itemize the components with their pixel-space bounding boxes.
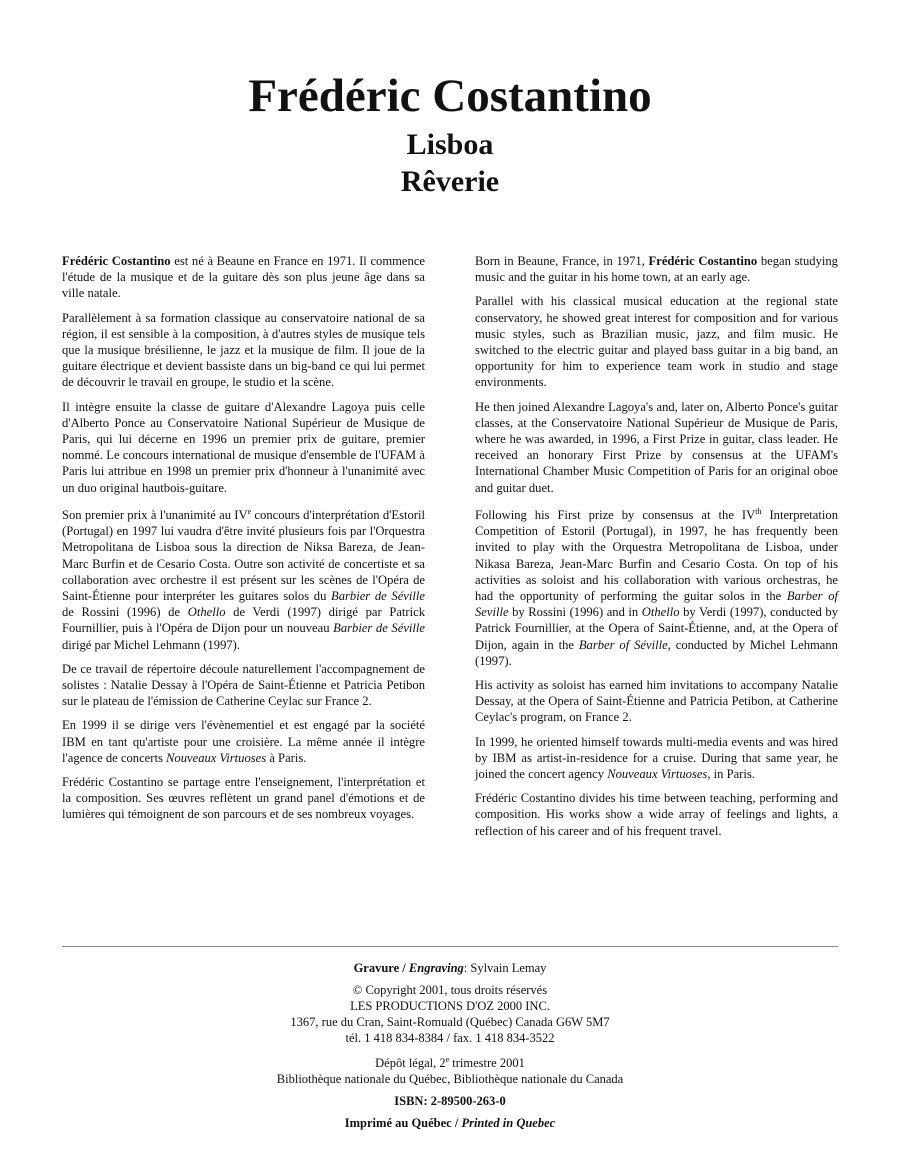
piece-title-lisboa: Lisboa xyxy=(406,128,494,161)
en-p6-agency: Nouveaux Virtuoses xyxy=(607,767,708,782)
en-paragraph-4 xyxy=(475,504,838,669)
printed-in xyxy=(0,1115,900,1131)
en-p4-a: Following his First prize by consensus at the IV xyxy=(475,508,756,523)
fr-p4-e: dirigé par Michel Lehmann (1997). xyxy=(62,637,241,652)
fr-p4-barbier-2: Barbier de Séville xyxy=(333,621,425,636)
fr-p4-d: de Verdi (1997) dirigé par Patrick Fournillier, puis à l'Opéra de Dijon pour un nouveau xyxy=(62,605,425,636)
en-p6-b: , in Paris. xyxy=(707,767,755,782)
en-composer-name: Frédéric Costantino xyxy=(648,254,758,268)
en-paragraph-3: He then joined Alexandre Lagoya's and, later on, Alberto Ponce's guitar classes, at the Conservatoire National Supérieur de Musique de Paris, where he was awarded, in 1996, a First Prize in guitar, class leader. He received an honorary First Prize by consensus at the UFAM's International Chamber Music Competition of Paris for an original oboe and guitar duet. xyxy=(475,399,838,495)
publisher-phone: tél. 1 418 834-8384 / fax. 1 418 834-3522 xyxy=(345,1031,555,1045)
fr-p4-othello: Othello xyxy=(187,605,226,620)
engraving-label: Engraving xyxy=(408,961,464,975)
fr-paragraph-5: De ce travail de répertoire découle naturellement l'accompagnement de solistes : Natalie Dessay à l'Opéra de Saint-Étienne et Patricia Petibon sur le plateau de l'émission de Catherine Ceylac sur France 2. xyxy=(62,661,425,709)
fr-composer-name: Frédéric Costantino xyxy=(62,254,171,268)
biography-french-column xyxy=(62,253,425,831)
engraving-credit xyxy=(0,960,900,976)
en-paragraph-6 xyxy=(475,734,838,783)
fr-paragraph-6 xyxy=(62,717,425,766)
en-p4-e: , conducted by Michel Lehmann (1997). xyxy=(475,637,838,668)
fr-p4-sup: e xyxy=(247,506,252,516)
en-p4-barber-2: Barber of Séville xyxy=(578,637,668,652)
en-paragraph-7: Frédéric Costantino divides his time between teaching, performing and composition. His works show a wide array of feelings and lights, a reflection of his career and of his frequent travel. xyxy=(475,791,838,838)
biography-english-column xyxy=(475,253,838,847)
copyright-line: © Copyright 2001, tous droits réservés xyxy=(352,983,548,997)
national-libraries: Bibliothèque nationale du Québec, Bibliothèque nationale du Canada xyxy=(276,1072,624,1087)
depot-sup: e xyxy=(445,1055,450,1064)
publisher-address: 1367, rue du Cran, Saint-Romuald (Québec) Canada G6W 5M7 xyxy=(290,1015,610,1029)
en-p4-c: by Rossini (1996) and in xyxy=(508,605,642,620)
depot-b: trimestre 2001 xyxy=(449,1056,525,1071)
isbn: ISBN: 2-89500-263-0 xyxy=(394,1094,506,1109)
fr-p6-b: à Paris. xyxy=(266,750,307,765)
en-p1-a: Born in Beaune, France, in 1971, xyxy=(475,254,649,268)
fr-paragraph-4 xyxy=(62,504,425,653)
fr-p6-agency: Nouveaux Virtuoses xyxy=(166,750,267,765)
en-paragraph-2: Parallel with his classical musical education at the regional state conservatory, he showed great interest for composition and for various music styles, such as Brazilian music, jazz, and film music. He switched to the electric guitar and played bass guitar in a big band, an opportunity for him to experience team work in studio and stage environments. xyxy=(475,294,838,390)
depot-a: Dépôt légal, 2 xyxy=(375,1056,446,1071)
colophon xyxy=(0,960,900,1131)
piece-title-reverie: Rêverie xyxy=(400,165,500,198)
fr-paragraph-7: Frédéric Costantino se partage entre l'enseignement, l'interprétation et la composition. Ses œuvres reflètent un grand panel d'émotions et de lumières qui témoignent de son parcours et de ses nombreux voyages. xyxy=(62,775,425,822)
printed-fr: Imprimé au Québec / xyxy=(344,1116,462,1131)
fr-p4-c: de Rossini (1996) de xyxy=(62,605,188,620)
fr-paragraph-2: Parallèlement à sa formation classique au conservatoire national de sa région, il est sensible à la composition, à d'autres styles de musique tels que la musique brésilienne, le jazz et la musique de film. Il joue de la guitare électrique et devient bassiste dans un big-band ce qui lui permet de découvrir le travail en groupe, le studio et la scène. xyxy=(62,310,425,390)
composer-name: Frédéric Costantino xyxy=(248,70,652,122)
fr-p6-a: En 1999 il se dirige vers l'évènementiel et est engagé par la société IBM en tant qu'artiste pour une croisière. La même année il intègre l'agence de concerts xyxy=(62,718,425,765)
fr-p4-barbier-1: Barbier de Séville xyxy=(331,589,425,604)
fr-p4-a: Son premier prix à l'unanimité au IV xyxy=(62,508,248,523)
en-p4-othello: Othello xyxy=(641,605,680,620)
fr-p4-b: concours d'interprétation d'Estoril (Portugal) en 1997 lui vaudra d'être invité plusieurs fois par l'Orquestra Metropolitana de Lisboa sous la direction de Niksa Bareza, de Jean-Marc Burfin et de Cesario Costa. Outre son activité de concertiste et sa collaboration avec orchestre il est présent sur les scènes de l'Opéra de Saint-Étienne pour interpréter les guitares solos du xyxy=(62,508,425,604)
printed-en: Printed in Quebec xyxy=(461,1116,556,1131)
en-paragraph-5: His activity as soloist has earned him invitations to accompany Natalie Dessay, at the Opera of Saint-Étienne and Patricia Petibon, at Catherine Ceylac's program, on France 2. xyxy=(475,678,838,725)
legal-deposit xyxy=(0,1052,900,1071)
footer-divider xyxy=(62,946,838,947)
en-p4-sup: th xyxy=(755,506,762,516)
title-block xyxy=(0,66,900,200)
gravure-label: Gravure / xyxy=(353,961,409,975)
en-paragraph-1 xyxy=(475,253,838,285)
en-p4-b: Interpretation Competition of Estoril (Portugal), in 1997, he has frequently been invited to play with the Orquestra Metropolitana de Lisboa, under Nikasa Bareza, Jean-Marc Burfin and Cesario Costa. On top of his activities as soloist and his collaboration with various orchestras, he had the opportunity of performing the guitar solos in the xyxy=(475,508,838,604)
en-p6-a: In 1999, he oriented himself towards multi-media events and was hired by IBM as artist-in-residence for a cruise. During that same year, he joined the concert agency xyxy=(475,734,838,782)
fr-p1-text: est né à Beaune en France en 1971. Il commence l'étude de la musique et de la guitare dès son plus jeune âge dans sa ville natale. xyxy=(62,254,426,301)
en-p4-d: by Verdi (1997), conducted by Patrick Fournillier, at the Opera of Saint-Étienne, and, at the Opera of Dijon, again in the xyxy=(475,605,838,652)
fr-paragraph-1 xyxy=(62,253,425,302)
engraver-name: : Sylvain Lemay xyxy=(463,961,547,975)
en-p1-b: began studying music and the guitar in his home town, at an early age. xyxy=(475,254,838,285)
publisher-name: LES PRODUCTIONS D'OZ 2000 INC. xyxy=(350,999,550,1013)
en-p4-barber-1: Barber of Seville xyxy=(475,589,839,620)
fr-paragraph-3: Il intègre ensuite la classe de guitare d'Alexandre Lagoya puis celle d'Alberto Ponce au Conservatoire National Supérieur de Musique de Paris, qui lui décerne en 1996 un premier prix de guitare, premier nommé. Le concours international de musique d'ensemble de l'UFAM à Paris lui attribue en 1998 un premier prix d'honneur à l'unanimité avec un duo original hautbois-guitare. xyxy=(62,399,425,495)
